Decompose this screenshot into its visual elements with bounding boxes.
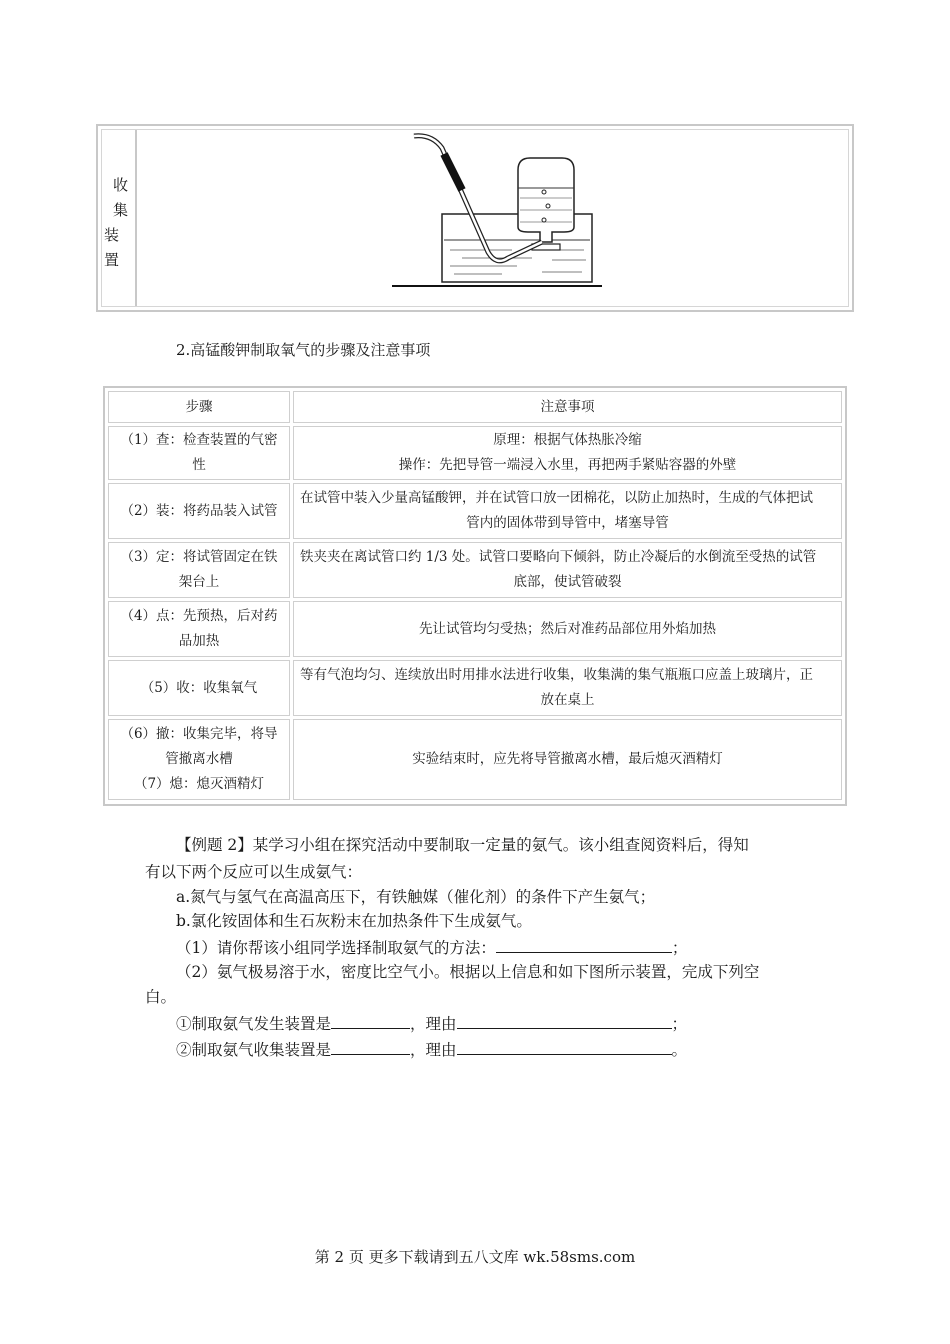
note-cell: 在试管中装入少量高锰酸钾，并在试管口放一团棉花，以防止加热时，生成的气体把试 管内的固体带到导管中，堵塞导管 [293, 483, 842, 539]
step-cell: （5）收：收集氧气 [108, 660, 290, 716]
header-step: 步骤 [108, 391, 290, 423]
apparatus-label-cell [102, 130, 137, 306]
answer-blank-collector[interactable] [331, 1038, 410, 1055]
table-row [108, 719, 842, 800]
apparatus-label-char: 装 [104, 226, 120, 244]
example-question-2a: ①制取氨气发生装置是 ，理由 ； [176, 1012, 687, 1034]
answer-blank-collector-reason[interactable] [457, 1038, 672, 1055]
answer-blank-generator[interactable] [331, 1012, 410, 1029]
table-row [108, 660, 842, 716]
example-line-2: 有以下两个反应可以生成氨气： [145, 863, 363, 881]
apparatus-label-char: 收 [113, 176, 129, 194]
example-option-b: b.氯化铵固体和生石灰粉末在加热条件下生成氨气。 [176, 912, 532, 930]
note-cell: 铁夹夹在离试管口约 1/3 处。试管口要略向下倾斜，防止冷凝后的水倒流至受热的试管 底部，使试管破裂 [293, 542, 842, 598]
table-header-row [108, 391, 842, 423]
section-title: 2.高锰酸钾制取氧气的步骤及注意事项 [176, 341, 431, 359]
table-row [108, 483, 842, 539]
note-cell: 实验结束时，应先将导管撤离水槽，最后熄灭酒精灯 [293, 719, 842, 800]
steps-table [103, 386, 847, 806]
example-option-a: a.氮气与氢气在高温高压下，有铁触媒（催化剂）的条件下产生氨气； [176, 888, 656, 906]
answer-blank-method[interactable] [496, 936, 672, 953]
note-cell: 等有气泡均匀、连续放出时用排水法进行收集，收集满的集气瓶瓶口应盖上玻璃片，正 放在桌上 [293, 660, 842, 716]
apparatus-label-char: 集 [113, 201, 129, 219]
apparatus-table [96, 124, 854, 312]
step-cell: （6）撤：收集完毕，将导 管撤离水槽 （7）熄：熄灭酒精灯 [108, 719, 290, 800]
step-cell: （2）装：将药品装入试管 [108, 483, 290, 539]
table-row [108, 601, 842, 657]
step-cell: （3）定：将试管固定在铁 架台上 [108, 542, 290, 598]
header-note: 注意事项 [293, 391, 842, 423]
answer-blank-generator-reason[interactable] [457, 1012, 672, 1029]
note-cell: 先让试管均匀受热；然后对准药品部位用外焰加热 [293, 601, 842, 657]
example-question-2-line2: 白。 [145, 988, 177, 1006]
apparatus-label-char: 置 [104, 251, 120, 269]
water-collection-apparatus-figure [392, 132, 612, 292]
table-row [108, 542, 842, 598]
note-cell: 原理：根据气体热胀冷缩 操作：先把导管一端浸入水里，再把两手紧贴容器的外壁 [293, 426, 842, 480]
example-question-2-line1: （2）氨气极易溶于水，密度比空气小。根据以上信息和如下图所示装置，完成下列空 [176, 963, 760, 981]
example-line-1: 【例题 2】某学习小组在探究活动中要制取一定量的氨气。该小组查阅资料后，得知 [176, 836, 749, 854]
page-footer: 第 2 页 更多下载请到五八文库 wk.58sms.com [314, 1248, 636, 1266]
example-question-2b: ②制取氨气收集装置是 ，理由 。 [176, 1038, 687, 1060]
example-question-1: （1）请你帮该小组同学选择制取氨气的方法： ； [176, 936, 687, 958]
step-cell: （1）查：检查装置的气密 性 [108, 426, 290, 480]
step-cell: （4）点：先预热，后对药 品加热 [108, 601, 290, 657]
apparatus-table-inner [101, 129, 849, 307]
table-row [108, 426, 842, 480]
